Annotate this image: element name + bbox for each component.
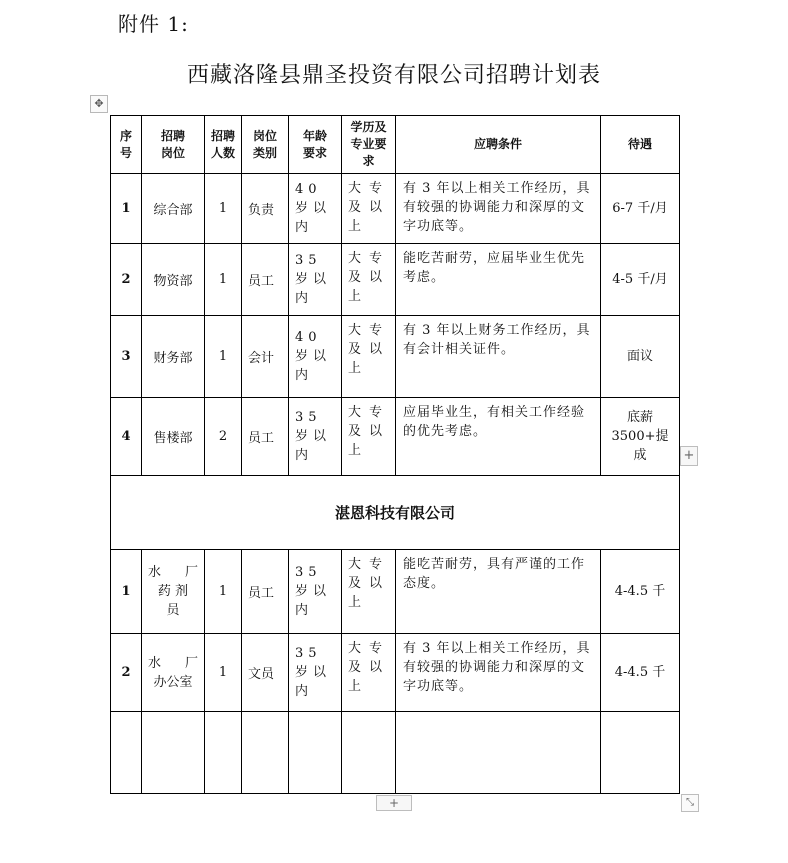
table-row: [111, 634, 680, 712]
row-count: 1: [205, 634, 242, 712]
section-row: [111, 476, 680, 550]
row-age: 35 岁以内: [289, 634, 342, 712]
header-age: 年龄 要求: [289, 116, 342, 174]
empty-cell[interactable]: [342, 712, 396, 794]
header-position: 招聘 岗位: [142, 116, 205, 174]
row-age: 40 岁以内: [289, 316, 342, 398]
row-category: 负责: [242, 174, 289, 244]
header-pay: 待遇: [601, 116, 680, 174]
row-age: 35 岁以内: [289, 244, 342, 316]
header-conditions: 应聘条件: [396, 116, 601, 174]
empty-cell[interactable]: [111, 712, 142, 794]
row-conditions: 应届毕业生，有相关工作经验的优先考虑。: [396, 398, 601, 476]
table-row: [111, 550, 680, 634]
row-no: 1: [111, 550, 142, 634]
row-category: 员工: [242, 550, 289, 634]
row-age: 40 岁以内: [289, 174, 342, 244]
row-education: 大专及以上: [342, 550, 396, 634]
row-pay: 6-7 千/月: [601, 174, 680, 244]
row-count: 1: [205, 174, 242, 244]
row-pay: 面议: [601, 316, 680, 398]
empty-row: [111, 712, 680, 794]
row-age: 35 岁以内: [289, 398, 342, 476]
table-move-icon[interactable]: ✥: [90, 95, 108, 113]
row-no: 4: [111, 398, 142, 476]
row-conditions: 能吃苦耐劳，应届毕业生优先考虑。: [396, 244, 601, 316]
row-no: 2: [111, 634, 142, 712]
table-row: [111, 316, 680, 398]
row-conditions: 能吃苦耐劳，具有严谨的工作态度。: [396, 550, 601, 634]
empty-cell[interactable]: [205, 712, 242, 794]
document-title: 西藏洛隆县鼎圣投资有限公司招聘计划表: [186, 63, 601, 88]
row-pay: 4-5 千/月: [601, 244, 680, 316]
row-age: 35 岁以内: [289, 550, 342, 634]
empty-cell[interactable]: [601, 712, 680, 794]
row-category: 会计: [242, 316, 289, 398]
row-pay: 4-4.5 千: [601, 634, 680, 712]
row-conditions: 有 3 年以上相关工作经历，具有较强的协调能力和深厚的文字功底等。: [396, 634, 601, 712]
table-row: [111, 398, 680, 476]
row-pay: 底薪 3500+提成: [601, 398, 680, 476]
empty-cell[interactable]: [242, 712, 289, 794]
attachment-label: 附件 1:: [118, 12, 189, 36]
header-education: 学历及 专业要 求: [342, 116, 396, 174]
section-title: 湛恩科技有限公司: [111, 476, 680, 550]
row-conditions: 有 3 年以上财务工作经历，具有会计相关证件。: [396, 316, 601, 398]
header-count: 招聘 人数: [205, 116, 242, 174]
row-category: 员工: [242, 398, 289, 476]
row-no: 1: [111, 174, 142, 244]
row-education: 大专及以上: [342, 244, 396, 316]
row-dept: 水 厂 药 剂 员: [142, 550, 205, 634]
row-pay: 4-4.5 千: [601, 550, 680, 634]
header-category: 岗位 类别: [242, 116, 289, 174]
empty-cell[interactable]: [142, 712, 205, 794]
row-education: 大专及以上: [342, 634, 396, 712]
row-count: 1: [205, 244, 242, 316]
row-education: 大专及以上: [342, 316, 396, 398]
row-dept: 水 厂 办公室: [142, 634, 205, 712]
add-row-icon[interactable]: +: [376, 795, 412, 811]
row-count: 1: [205, 316, 242, 398]
row-category: 员工: [242, 244, 289, 316]
row-dept: 物资部: [142, 244, 205, 316]
row-education: 大专及以上: [342, 174, 396, 244]
row-conditions: 有 3 年以上相关工作经历，具有较强的协调能力和深厚的文字功底等。: [396, 174, 601, 244]
row-no: 3: [111, 316, 142, 398]
row-count: 2: [205, 398, 242, 476]
table-row: [111, 244, 680, 316]
add-column-icon[interactable]: +: [680, 446, 698, 466]
header-no: 序 号: [111, 116, 142, 174]
recruitment-plan-table: [110, 115, 680, 794]
table-row: [111, 174, 680, 244]
empty-cell[interactable]: [396, 712, 601, 794]
header-row: [111, 116, 680, 174]
row-category: 文员: [242, 634, 289, 712]
row-count: 1: [205, 550, 242, 634]
table-resize-icon[interactable]: ⤡: [681, 794, 699, 812]
row-dept: 售楼部: [142, 398, 205, 476]
row-dept: 综合部: [142, 174, 205, 244]
row-dept: 财务部: [142, 316, 205, 398]
row-no: 2: [111, 244, 142, 316]
row-education: 大专及以上: [342, 398, 396, 476]
empty-cell[interactable]: [289, 712, 342, 794]
